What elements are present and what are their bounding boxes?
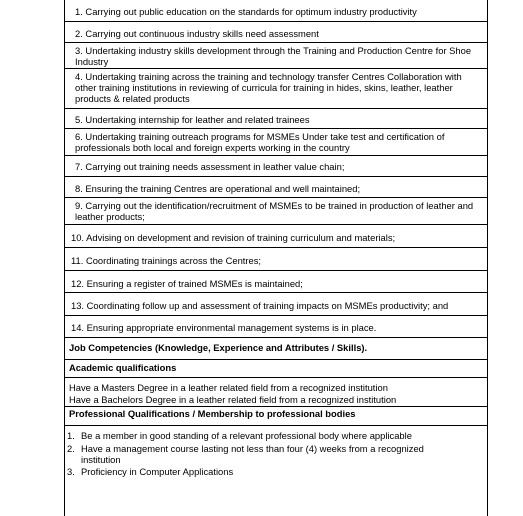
item-text: Have a management course lasting not less than four (4) weeks from a recognized institution: [81, 443, 424, 465]
duty-text: 11. Coordinating trainings across the Centres;: [71, 255, 262, 266]
duty-text: 9. Carrying out the identification/recruitment of MSMEs to be trained in production of leather and leather products;: [75, 200, 474, 222]
academic-item: Have a Bachelors Degree in a leather related field from a recognized institution: [69, 394, 397, 405]
duty-row: [64, 225, 488, 248]
duty-row: [64, 0, 488, 22]
duty-text: 12. Ensuring a register of trained MSMEs is maintained;: [71, 278, 303, 289]
duty-text: 6. Undertaking training outreach programs for MSMEs Under take test and certification of professionals both local and foreign experts working in the country: [75, 131, 445, 153]
duty-text: 7. Carrying out training needs assessment in leather value chain;: [75, 161, 345, 172]
duty-text: 1. Carrying out public education on the standards for optimum industry productivity: [75, 6, 417, 17]
duty-row: [64, 293, 488, 316]
duty-text: 3. Undertaking industry skills development through the Training and Production Centre for Shoe Industry: [75, 45, 472, 67]
duty-row: [64, 248, 488, 271]
duty-row: [64, 69, 488, 109]
academic-heading: Academic qualifications: [64, 360, 488, 378]
duty-text: 8. Ensuring the training Centres are operational and well maintained;: [75, 183, 361, 194]
duty-row: [64, 22, 488, 43]
duty-text: 13. Coordinating follow up and assessment of training impacts on MSMEs productivity; and: [71, 300, 449, 311]
academic-item: Have a Masters Degree in a leather related field from a recognized institution: [69, 382, 388, 393]
duty-row: [64, 109, 488, 129]
duty-row: [64, 271, 488, 293]
item-number: 1.: [67, 430, 75, 441]
duty-text: 5. Undertaking internship for leather and related trainees: [75, 114, 310, 125]
item-text: Be a member in good standing of a relevant professional body where applicable: [81, 430, 412, 441]
duty-text: 10. Advising on development and revision of training curriculum and materials;: [71, 232, 396, 243]
item-number: 2.: [67, 443, 75, 454]
duty-text: 14. Ensuring appropriate environmental management systems is in place.: [71, 322, 377, 333]
duty-row: [64, 129, 488, 156]
item-text: Proficiency in Computer Applications: [81, 466, 234, 477]
professional-heading: Professional Qualifications / Membership to professional bodies: [64, 406, 488, 426]
duty-row: [64, 198, 488, 225]
duty-row: [64, 316, 488, 338]
duty-row: [64, 177, 488, 198]
duty-row: [64, 43, 488, 69]
item-number: 3.: [67, 466, 75, 477]
competencies-heading: Job Competencies (Knowledge, Experience and Attributes / Skills).: [64, 338, 488, 360]
duty-row: [64, 156, 488, 177]
duty-text: 4. Undertaking training across the training and technology transfer Centres Collaboration with other training institutions in reviewing of curricula for training in hides, skins, leather, leather products & related products: [75, 71, 462, 104]
duty-text: 2. Carrying out continuous industry skills need assessment: [75, 28, 319, 39]
